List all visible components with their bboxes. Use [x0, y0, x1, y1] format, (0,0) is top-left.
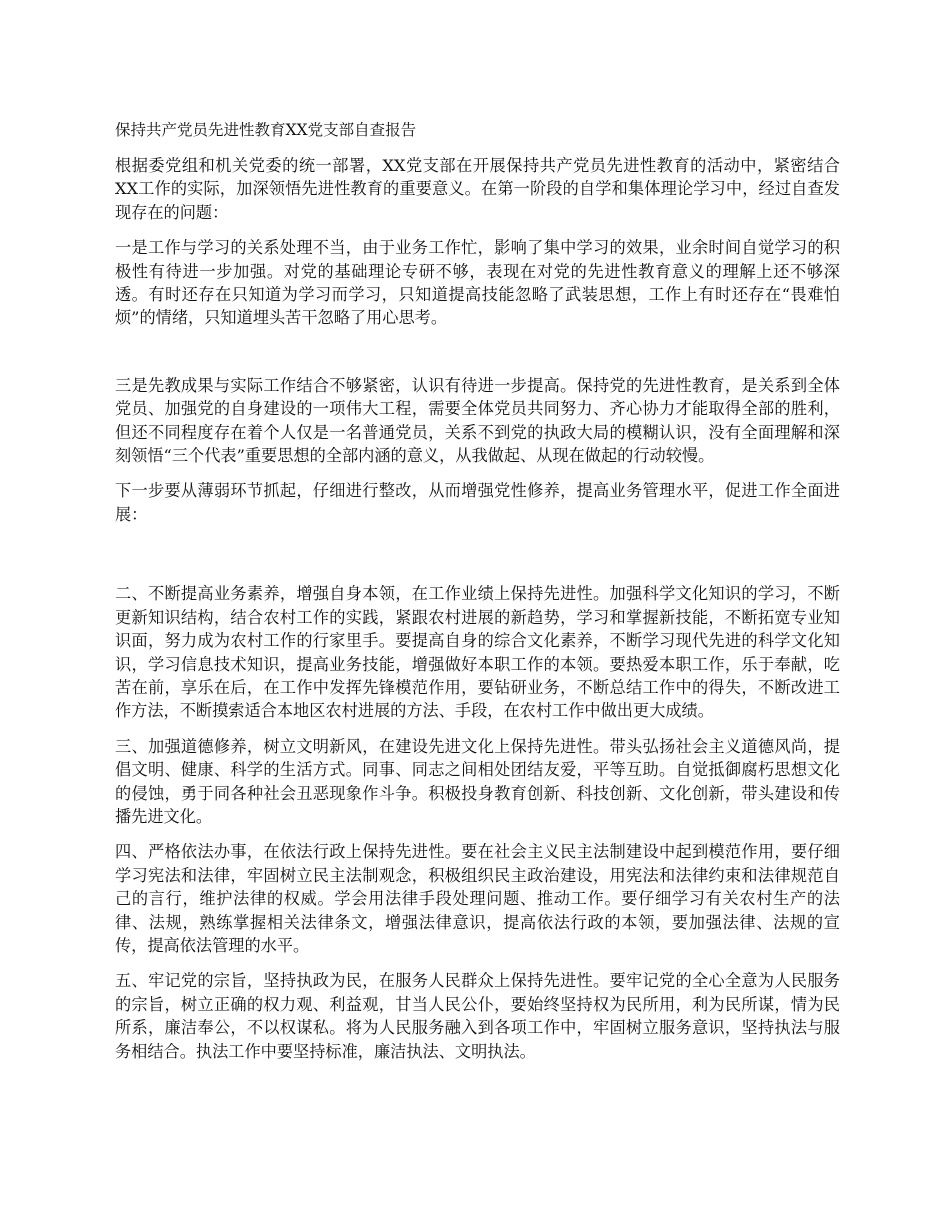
intro-paragraph: 根据委党组和机关党委的统一部署，XX党支部在开展保持共产党员先进性教育的活动中，紧密结合XX工作的实际，加深领悟先进性教育的重要意义。在第一阶段的自学和集体理论学习中，经过自查发现存在的问题：: [115, 156, 840, 222]
blank-gap: [115, 342, 840, 374]
measure-2-paragraph: 二、不断提高业务素养，增强自身本领，在工作业绩上保持先进性。加强科学文化知识的学习，不断更新知识结构，结合农村工作的实践，紧跟农村进展的新趋势，学习和掌握新技能，不断拓宽专业知识面，努力成为农村工作的行家里手。要提高自身的综合文化素养，不断学习现代先进的科学文化知识，学习信息技术知识，提高业务技能，增强做好本职工作的本领。要热爱本职工作，乐于奉献，吃苦在前，享乐在后，在工作中发挥先锋模范作用，要钻研业务，不断总结工作中的得失，不断改进工作方法，不断摸索适合本地区农村进展的方法、手段，在农村工作中做出更大成绩。: [115, 584, 840, 721]
problem-3-paragraph: 三是先教成果与实际工作结合不够紧密，认识有待进一步提高。保持党的先进性教育，是关系到全体党员、加强党的自身建设的一项伟大工程，需要全体党员共同努力、齐心协力才能取得全部的胜利，但还不同程度存在着个人仅是一名普通党员，关系不到党的执政大局的模糊认识，没有全面理解和深刻领悟“三个代表”重要思想的全部内涵的意义，从我做起、从现在做起的行动较慢。: [115, 375, 840, 466]
problem-1-paragraph: 一是工作与学习的关系处理不当，由于业务工作忙，影响了集中学习的效果，业余时间自觉学习的积极性有待进一步加强。对党的基础理论专研不够，表现在对党的先进性教育意义的理解上还不够深透。有时还存在只知道为学习而学习，只知道提高技能忽略了武装思想，工作上有时还存在“畏难怕烦”的情绪，只知道埋头苦干忽略了用心思考。: [115, 238, 840, 328]
document-title: 保持共产党员先进性教育XX党支部自查报告: [115, 121, 417, 139]
measure-3-paragraph: 三、加强道德修养，树立文明新风，在建设先进文化上保持先进性。带头弘扬社会主义道德风尚，提倡文明、健康、科学的生活方式。同事、同志之间相处团结友爱，平等互助。自觉抵御腐朽思想文化的侵蚀，勇于同各种社会丑恶现象作斗争。积极投身教育创新、科技创新、文化创新，带头建设和传播先进文化。: [115, 736, 840, 826]
measure-4-paragraph: 四、严格依法办事，在依法行政上保持先进性。要在社会主义民主法制建设中起到模范作用，要仔细学习宪法和法律，牢固树立民主法制观念，积极组织民主政治建设，用宪法和法律约束和法律规范自己的言行，维护法律的权威。学会用法律手段处理问题、推动工作。要仔细学习有关农村生产的法律、法规，熟练掌握相关法律条文，增强法律意识，提高依法行政的本领，要加强法律、法规的宣传，提高依法管理的水平。: [115, 842, 840, 955]
document-page: [115, 118, 840, 1075]
next-steps-paragraph: 下一步要从薄弱环节抓起，仔细进行整改，从而增强党性修养，提高业务管理水平，促进工作全面进展：: [115, 481, 840, 524]
blank-gap: [115, 538, 840, 582]
measure-5-paragraph: 五、牢记党的宗旨，坚持执政为民，在服务人民群众上保持先进性。要牢记党的全心全意为人民服务的宗旨，树立正确的权力观、利益观，甘当人民公仆，要始终坚持权为民所用，利为民所谋，情为民所系，廉洁奉公，不以权谋私。将为人民服务融入到各项工作中，牢固树立服务意识，坚持执法与服务相结合。执法工作中要坚持标准，廉洁执法、文明执法。: [115, 971, 840, 1061]
